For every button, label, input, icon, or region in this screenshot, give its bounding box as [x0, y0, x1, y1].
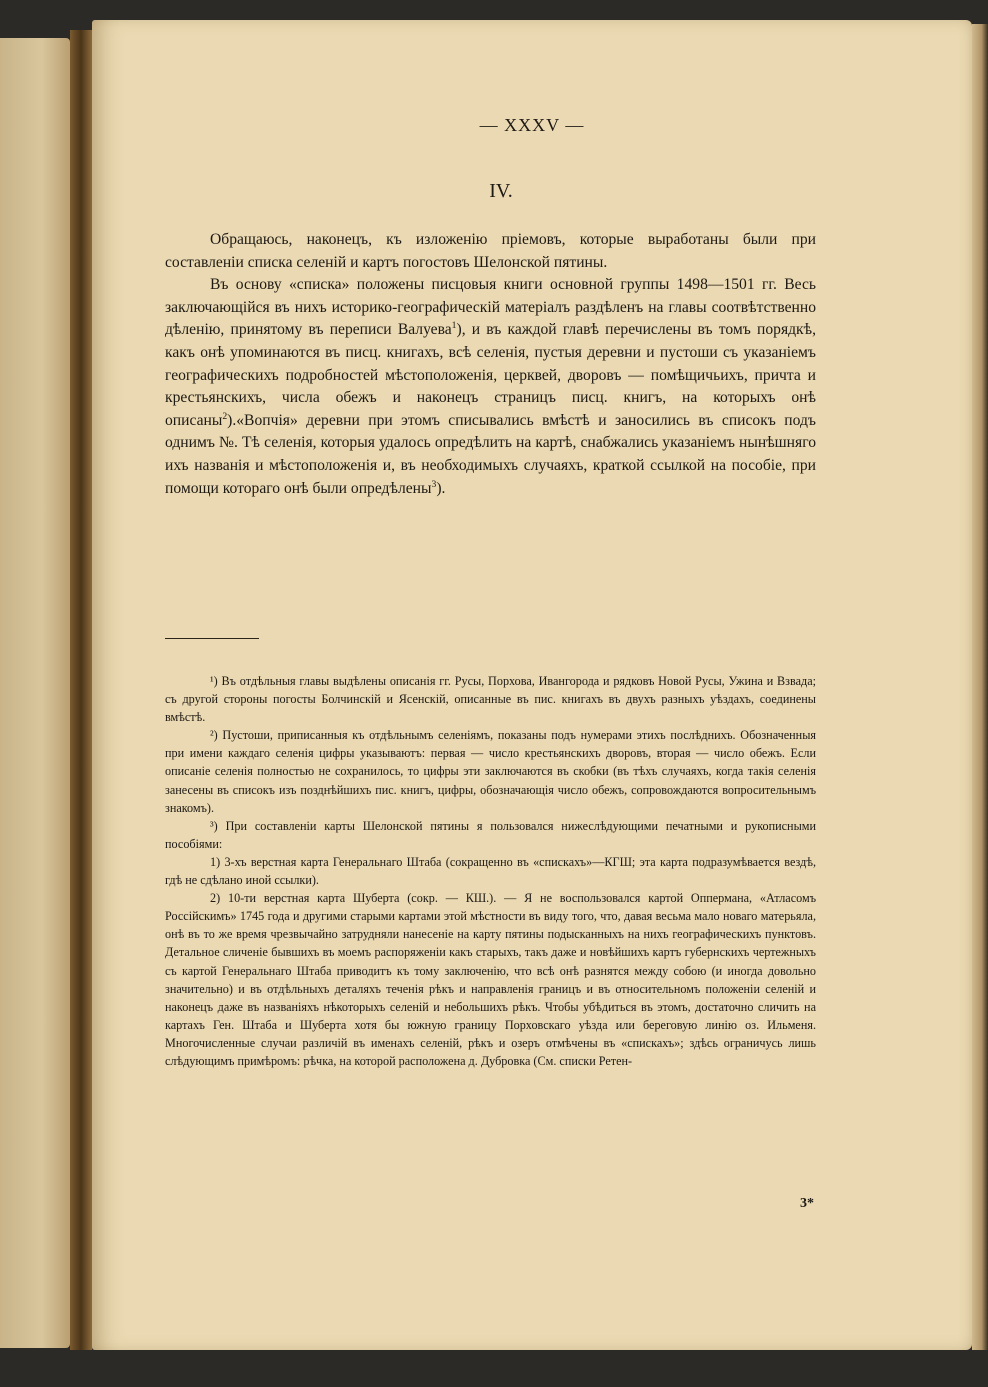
footnote-ref-1[interactable]: 1 — [451, 320, 457, 332]
book-page — [92, 20, 972, 1350]
footnote-1: ¹) Въ отдѣльныя главы выдѣлены описанія гг. Русы, Порхова, Ивангорода и рядковъ Новой Русы, Ужина и Взвада; съ другой стороны погосты Болчинскій и Ясенскій, описанные въ пис. книгахъ въ двухъ разныхъ уѣздахъ, соединены вмѣстѣ. — [165, 674, 816, 725]
paragraph-1: Обращаюсь, наконецъ, къ изложенію пріемовъ, которые выработаны были при составленіи списка селеній и картъ погостовъ Шелонской пятины. — [165, 231, 816, 271]
paragraph-2-part-a: Въ основу «списка» положены писцовыя книги основной группы 1498—1501 гг. Весь заключающійся въ нихъ историко-географическій матеріалъ раздѣленъ на главы соотвѣтственно дѣленію, принятому въ переписи Валуева — [165, 276, 816, 339]
paragraph-2 — [165, 274, 816, 500]
paragraph-2-part-d: ). — [436, 479, 446, 497]
paragraph-2-part-b: ), и въ каждой главѣ перечислены въ томъ порядкѣ, какъ онѣ упоминаются въ писц. книгахъ, всѣ селенія, пустыя деревни и пустоши съ указаніемъ географическихъ подробностей мѣстоположенія, церквей, дворовъ — помѣщичьихъ, причта и крестьянскихъ, числа обежъ и наконецъ страницъ писц. книгъ, на которыхъ онѣ описаны — [165, 321, 816, 429]
footnote-ref-2[interactable]: 2 — [222, 410, 228, 422]
footnotes — [165, 672, 816, 1070]
facing-page-edge — [0, 38, 70, 1348]
signature-mark: 3* — [800, 1196, 814, 1211]
footnote-2: ²) Пустоши, приписанныя къ отдѣльнымъ селеніямъ, показаны подъ нумерами этихъ послѣднихъ. Обозначенныя при имени каждаго селенія цифры указываютъ: первая — число крестьянскихъ дворовъ, вторая — число обежъ. Если описаніе селенія полностью не сохранилось, то цифры эти заключаются въ скобки (въ тѣхъ случаяхъ, когда такія селенія занесены въ списокъ изъ позднѣйшихъ пис. книгъ, цифры, обозначающія число обежъ, сопровождаются вопросительнымъ знакомъ). — [165, 728, 816, 815]
book-gutter — [70, 30, 92, 1350]
footnote-ref-3[interactable]: 3 — [431, 478, 437, 490]
section-heading: IV. — [489, 180, 513, 202]
page-stack-edge — [972, 24, 988, 1350]
page-number-header: — XXXV — — [479, 115, 585, 135]
footnote-separator — [165, 638, 259, 639]
paragraph-2-part-c: ).«Вопчія» деревни при этомъ списывались вмѣстѣ и заносились въ списокъ подъ однимъ №. Тѣ селенія, которыя удалось опредѣлить на картѣ, снабжались указаніемъ нынѣшняго ихъ названія и мѣстоположенія и, въ необходимыхъ случаяхъ, краткой ссылкой на пособіе, при помощи котораго онѣ были опредѣлены — [165, 411, 816, 497]
footnote-3: ³) При составленіи карты Шелонской пятины я пользовался нижеслѣдующими печатными и рукописными пособіями: — [165, 818, 816, 851]
footnote-3-item-2: 2) 10-ти верстная карта Шуберта (сокр. — КШ.). — Я не воспользовался картой Оппермана, «Атласомъ Россійскимъ» 1745 года и другими старыми картами этой мѣстности въ виду того, что, давая весьма мало новаго матерьяла, онѣ въ то же время чрезвычайно затрудняли нанесеніе на карту пятины подысканныхъ на нихъ географическихъ пунктовъ. Детальное сличеніе бывшихъ въ моемъ распоряженіи какъ старыхъ, такъ даже и новѣйшихъ картъ губернскихъ чертежныхъ съ картой Генеральнаго Штаба приводитъ къ тому заключенію, что всѣ онѣ разнятся между собою (и иногда довольно значительно) и въ отдѣльныхъ деталяхъ теченія рѣкъ и направленія границъ и въ относительномъ положеніи селеній и наконецъ даже въ названіяхъ нѣкоторыхъ селеній и небольшихъ рѣкъ. Чтобы убѣдиться въ этомъ, достаточно сличить на картахъ Ген. Штаба и Шуберта хотя бы южную границу Порховскаго уѣзда или береговую линію оз. Ильменя. Многочисленные случаи различій въ именахъ селеній, рѣкъ и озеръ отмѣчены въ «спискахъ»; здѣсь ограничусь лишь слѣдующимъ примѣромъ: рѣчка, на которой расположена д. Дубровка (См. списки Ретен- — [165, 891, 816, 1068]
footnote-3-item-1: 1) 3-хъ верстная карта Генеральнаго Штаба (сокращенно въ «спискахъ»—КГШ; эта карта подразумѣвается вездѣ, гдѣ не сдѣлано иной ссылки). — [165, 854, 816, 888]
main-text — [165, 229, 816, 500]
